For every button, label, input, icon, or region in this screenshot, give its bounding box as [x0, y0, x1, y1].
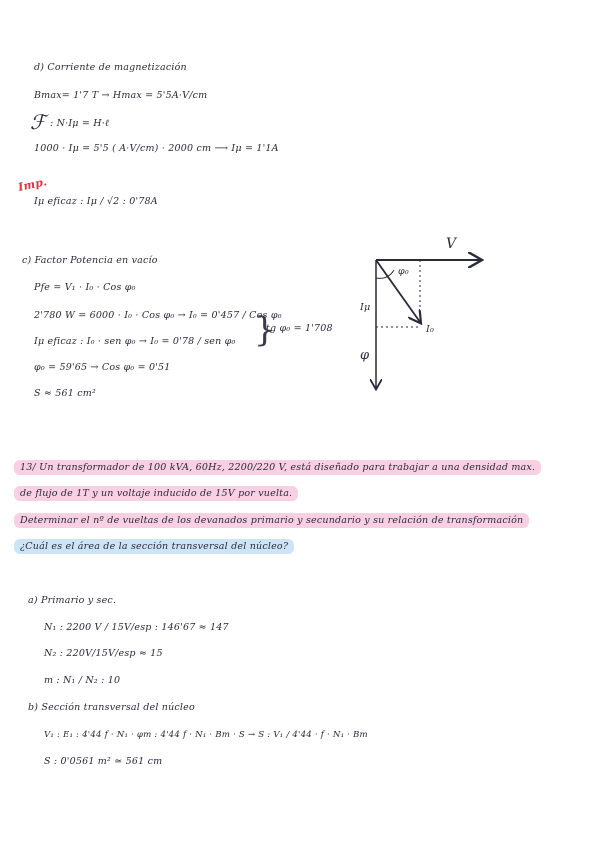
part-a-title: a) Primario y sec. [28, 595, 117, 606]
mmf-symbol: ℱ [30, 110, 46, 134]
imp-note: Imp. [16, 175, 49, 194]
section-d-line-4: Iμ eficaz : Iμ / √2 : 0'78A [34, 196, 158, 207]
problem-13-line-2: de flujo de 1T y un voltaje inducido de 15V por vuelta. [14, 486, 298, 501]
part-b-line-1: V₁ : E₁ : 4'44 f · N₁ · φm : 4'44 f · N₁ · Bm · S → S : V₁ / 4'44 · f · N₁ · Bm [44, 730, 368, 740]
section-c-line-2: 2'780 W = 6000 · I₀ · Cos φ₀ → I₀ = 0'457 / Cos φ₀ [34, 310, 282, 321]
section-c-line-4: φ₀ = 59'65 → Cos φ₀ = 0'51 [34, 362, 171, 373]
part-a-line-2: N₂ : 220V/15V/esp ≈ 15 [44, 648, 163, 659]
brace-mark: } [254, 310, 276, 350]
label-imu: Iμ [360, 302, 371, 313]
part-a-line-1: N₁ : 2200 V / 15V/esp : 146'67 ≈ 147 [44, 622, 229, 633]
problem-13-line-3: Determinar el nº de vueltas de los devanados primario y secundario y su relación de transformación [14, 513, 529, 528]
part-b-title: b) Sección transversal del núcleo [28, 702, 195, 713]
section-c-title: c) Factor Potencia en vacío [22, 255, 158, 266]
section-c-line-5: S ≈ 561 cm² [34, 388, 96, 399]
problem-13-line-1: 13/ Un transformador de 100 kVA, 60Hz, 2200/220 V, está diseñado para trabajar a una densidad max. [14, 460, 541, 475]
section-d-line-3: 1000 · Iμ = 5'5 ( A·V/cm) · 2000 cm ⟶ Iμ = 1'1A [34, 143, 279, 154]
problem-13-line-4: ¿Cuál es el área de la sección transversal del núcleo? [14, 539, 294, 554]
label-phi: φ [360, 348, 370, 363]
part-b-line-2: S : 0'0561 m² ≃ 561 cm [44, 756, 163, 767]
section-d-line-2: : N·Iμ = H·ℓ [50, 118, 110, 129]
section-c-line-1: Pfe = V₁ · I₀ · Cos φ₀ [34, 282, 136, 293]
part-a-line-3: m : N₁ / N₂ : 10 [44, 675, 121, 686]
section-d-title: d) Corriente de magnetización [34, 62, 187, 73]
label-v: V [446, 236, 457, 252]
section-d-line-1: Bmax= 1'7 T → Hmax = 5'5A·V/cm [34, 90, 208, 101]
section-c-side-note: tg φ₀ = 1'708 [266, 323, 333, 334]
section-c-line-3: Iμ eficaz : I₀ · sen φ₀ → I₀ = 0'78 / sen φ₀ [34, 336, 236, 347]
label-phi0: φ₀ [398, 266, 409, 277]
label-i0: I₀ [426, 324, 434, 335]
